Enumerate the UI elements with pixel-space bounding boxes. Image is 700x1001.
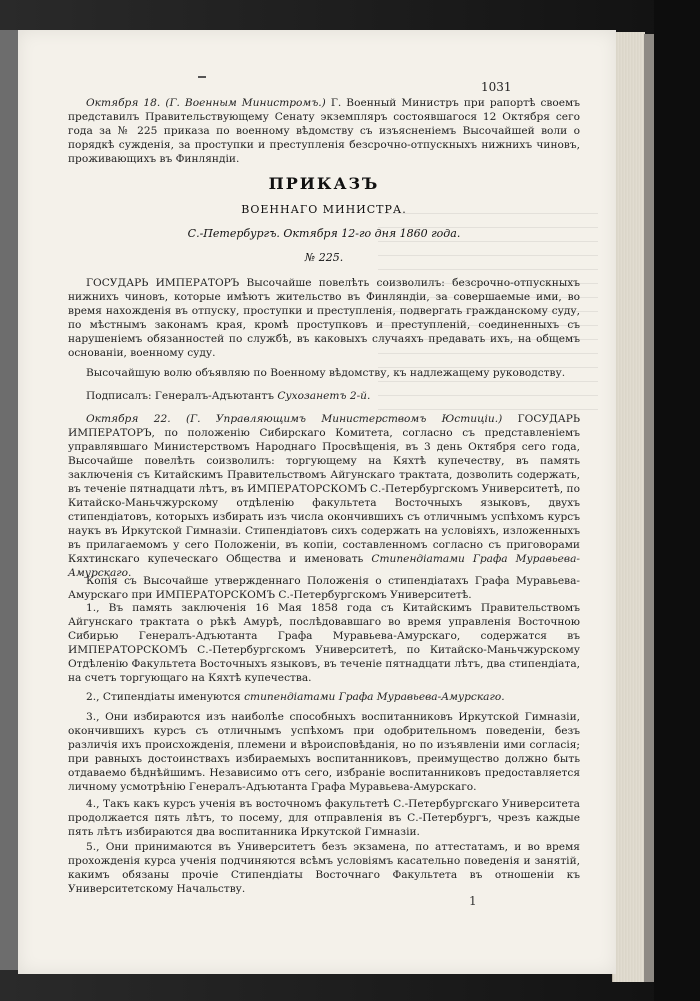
regulation-item-5 bbox=[68, 840, 580, 896]
entry-text: ГОСУДАРЬ ИМПЕРАТОРЪ, по положенію Сибирскаго Комитета, согласно съ представленіемъ управлявшаго Министерствомъ Народнаго Просвѣщенія, въ 3 день Октября сего года, Высочайше повелѣть соизволилъ: торгующему на Кяхтѣ купечеству, въ память заключенія съ Китайскимъ Правительствомъ Айгунскаго трактата, дозволить содержать, въ теченіе пятнадцати лѣтъ, въ ИМПЕРАТОРСКОМЪ С.-Петербургскомъ Университетѣ, по Китайско-Маньчжурскому отдѣленію факультета Восточныхъ языковъ, двухъ стипендіатовъ, которыхъ избирать изъ числа окончившихъ съ отличнымъ успѣхомъ курсъ наукъ въ Иркутской Гимназіи. Стипендіатовъ сихъ содержать на условіяхъ, изложенныхъ въ прилагаемомъ у сего Положеніи, въ копіи, составленномъ согласно съ приговорами Кяхтинскаго купеческаго Общества и именовать bbox=[68, 413, 580, 565]
entry-date: Октября 22. (Г. Управляющимъ Министерствомъ Юстиціи.) bbox=[86, 413, 503, 425]
entry-oct-18 bbox=[68, 96, 580, 166]
signature-mark: 1 bbox=[469, 894, 477, 908]
book-page-edges bbox=[612, 32, 645, 982]
item-italic: стипендіатами Графа Муравьева-Амурскаго. bbox=[244, 691, 505, 703]
book-edge-shadow bbox=[644, 34, 654, 982]
item-prefix: 2., Стипендіаты именуются bbox=[86, 691, 241, 703]
page-number: 1031 bbox=[481, 80, 512, 94]
entry-text: Г. Военный Министръ при рапортѣ своемъ представилъ Правительствующему Сенату экземпляръ состоявшагося 12 Октября сего года за № 225 приказа по военному вѣдомству съ изъясненіемъ Высочайшей воли о порядкѣ сужденія, за проступки и преступленія безсрочно-отпускныхъ нижнихъ чиновъ, проживающихъ въ Финляндіи. bbox=[68, 97, 580, 165]
entry-tail: Стипендіатами Графа Муравьева-Амурскаго. bbox=[68, 553, 580, 579]
item-text: 4., Такъ какъ курсъ ученія въ восточномъ факультетѣ С.-Петербургскаго Университета продолжается пять лѣтъ, то посему, для отправленія въ С.-Петербургъ, чрезъ каждые пять лѣтъ избираются два воспитанника Иркутской Гимназіи. bbox=[68, 798, 580, 838]
regulation-item-1 bbox=[68, 601, 580, 685]
regulation-item-2 bbox=[68, 690, 580, 704]
signature-prefix: Подписалъ: Генералъ-Адъютантъ bbox=[86, 390, 275, 402]
order-subheading: ВОЕННАГО МИНИСТРА. bbox=[241, 203, 407, 216]
item-text: 5., Они принимаются въ Университетъ безъ экзамена, по аттестатамъ, и во время прохожденія курса ученія подчиняются всѣмъ условіямъ касательно поведенія и занятій, какимъ обязаны прочіе Стипендіаты Восточнаго Факультета въ отношеніи къ Университетскому Начальству. bbox=[68, 841, 580, 895]
order-place-date: С.-Петербургъ. Октября 12-го дня 1860 года. bbox=[187, 227, 461, 240]
scan-speck bbox=[198, 76, 206, 78]
order-text: ГОСУДАРЬ ИМПЕРАТОРЪ Высочайше повелѣть соизволилъ: безсрочно-отпускныхъ нижнихъ чиновъ, которые имѣютъ жительство въ Финляндіи, за совершаемые ими, во время нахожденія въ отпуску, проступки и преступленія, подвергать гражданскому суду, по мѣстнымъ законамъ края, кромѣ проступковъ и преступленій, соединенныхъ съ нарушеніемъ обязанностей по службѣ, въ каковыхъ случаяхъ предавать ихъ, на общемъ основаніи, военному суду. bbox=[68, 277, 580, 359]
entry-date: Октября 18. (Г. Военным Министромъ.) bbox=[86, 97, 326, 109]
scan-right-border bbox=[654, 0, 700, 1001]
entry-oct-22 bbox=[68, 412, 580, 580]
item-text: 1., Въ память заключенія 16 Мая 1858 года съ Китайскимъ Правительствомъ Айгунскаго трактата о рѣкѣ Амурѣ, послѣдовавшаго во время управленія Восточною Сибирью Генералъ-Адъютанта Графа Муравьева-Амурскаго, содержатся въ ИМПЕРАТОРСКОМЪ С.-Петербургскомъ Университетѣ, по Китайско-Маньчжурскому Отдѣленію Факультета Восточныхъ языковъ, въ теченіе пятнадцати лѣтъ, два стипендіата, на счетъ торгующаго на Кяхтѣ купечества. bbox=[68, 602, 580, 684]
announcement-text: Высочайшую волю объявляю по Военному вѣдомству, къ надлежащему руководству. bbox=[86, 367, 566, 379]
item-text: 3., Они избираются изъ наиболѣе способныхъ воспитанниковъ Иркутской Гимназіи, окончившихъ курсъ съ отличнымъ успѣхомъ при одобрительномъ поведеніи, безъ различія ихъ происхожденія, племени и вѣроисповѣданія, но по изъявленіи ими согласія; при равныхъ достоинствахъ избираемыхъ воспитанниковъ, преимущество должно быть отдаваемо бѣднѣйшимъ. Независимо отъ сего, избраніе воспитанниковъ предоставляется личному усмотрѣнію Генералъ-Адъютанта Графа Муравьева-Амурскаго. bbox=[68, 711, 580, 793]
signature-name: Сухозанетъ 2-й. bbox=[277, 390, 371, 402]
order-body bbox=[68, 276, 580, 360]
order-number: № 225. bbox=[304, 251, 344, 264]
scan-left-margin bbox=[0, 30, 18, 970]
order-heading: ПРИКАЗЪ bbox=[268, 174, 380, 193]
order-signature bbox=[68, 389, 580, 403]
regulation-title bbox=[68, 574, 580, 602]
regulation-item-4 bbox=[68, 797, 580, 839]
regulation-title-text: Копія съ Высочайше утвержденнаго Положенія о стипендіатахъ Графа Муравьева-Амурскаго при ИМПЕРАТОРСКОМЪ С.-Петербургскомъ Университетѣ. bbox=[68, 575, 580, 601]
order-announcement bbox=[68, 366, 580, 380]
regulation-item-3 bbox=[68, 710, 580, 794]
